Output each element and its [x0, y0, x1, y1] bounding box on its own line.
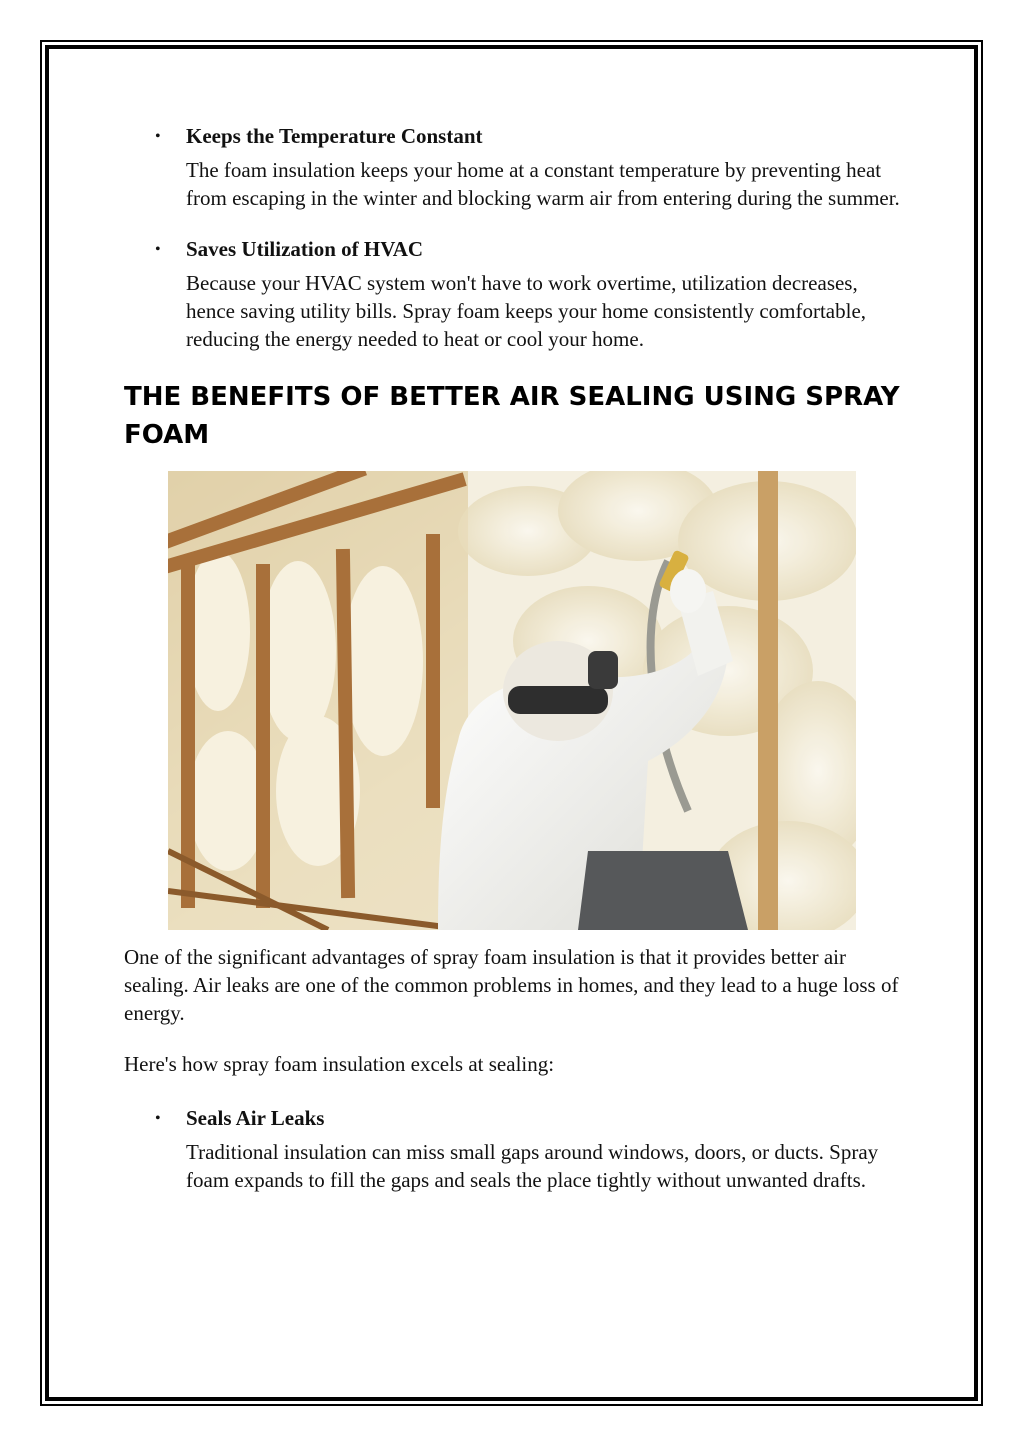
bullet-icon: •: [155, 128, 161, 145]
intro-paragraph: One of the significant advantages of spray foam insulation is that it provides better air sealing. Air leaks are one of the common problems in homes, and they lead to a huge loss of energy.: [124, 945, 899, 1025]
bullet-title: Seals Air Leaks: [186, 1106, 325, 1130]
bullet-icon: •: [155, 241, 161, 258]
bullet-title: Saves Utilization of HVAC: [186, 237, 424, 261]
lead-in-paragraph: Here's how spray foam insulation excels at sealing:: [124, 1052, 555, 1076]
bullet-text: The foam insulation keeps your home at a constant temperature by preventing heat from escaping in the winter and blocking warm air from entering during the summer.: [186, 158, 900, 210]
benefits-list-bottom: [124, 1104, 904, 1194]
bullet-text: Traditional insulation can miss small gaps around windows, doors, or ducts. Spray foam expands to fill the gaps and seals the place tightly without unwanted drafts.: [186, 1140, 879, 1192]
bullet-icon: •: [155, 1110, 161, 1127]
benefits-list-top: [124, 122, 904, 353]
list-item: [124, 122, 904, 212]
bullet-title: Keeps the Temperature Constant: [186, 124, 483, 148]
list-item: [124, 1104, 904, 1194]
list-item: [124, 235, 904, 353]
spray-foam-worker-photo: [168, 471, 856, 930]
document-body: [124, 122, 904, 1217]
section-heading: THE BENEFITS OF BETTER AIR SEALING USING SPRAY FOAM: [124, 382, 900, 450]
bullet-text: Because your HVAC system won't have to work overtime, utilization decreases, hence saving utility bills. Spray foam keeps your home consistently comfortable, reducing the energy needed to heat or cool your home.: [186, 271, 867, 351]
